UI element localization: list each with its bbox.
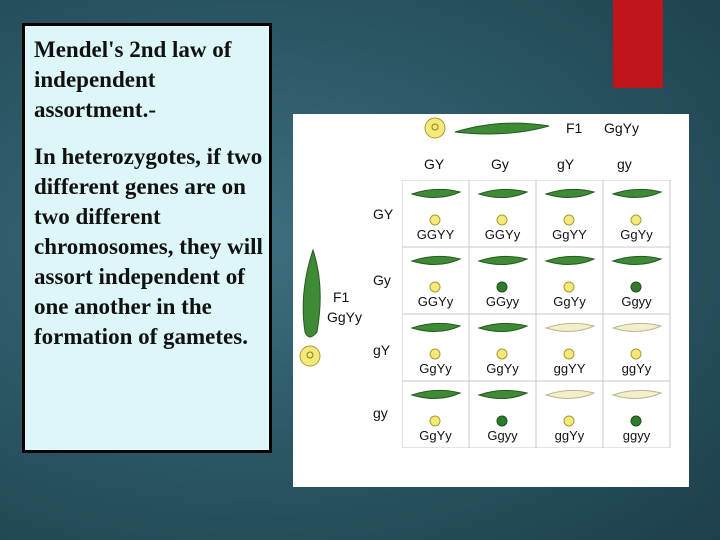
cell-genotype: Ggyy	[487, 428, 518, 443]
pod-shape	[412, 323, 460, 331]
cell-genotype: ggyy	[622, 428, 651, 443]
cell-genotype: GGyy	[485, 294, 520, 309]
cell-genotype: GgYY	[552, 227, 587, 242]
punnett-cell	[402, 180, 469, 247]
seed-illustration	[429, 348, 441, 360]
cell-genotype: GGYy	[484, 227, 521, 242]
pod-illustration	[477, 318, 529, 338]
pod-shape	[412, 390, 460, 398]
pod-illustration	[410, 184, 462, 204]
pod-shape	[613, 256, 661, 264]
pod-illustration	[410, 251, 462, 271]
seed-shape	[564, 416, 574, 426]
left-parent-genotype: GgYy	[327, 309, 363, 325]
punnett-cell	[402, 314, 469, 381]
top-parent-genotype: GgYy	[604, 120, 640, 136]
seed-shape	[430, 416, 440, 426]
seed-illustration	[429, 281, 441, 293]
law-description: In heterozygotes, if two different genes are on two different chromosomes, they will assort independent of one another in the formation of gametes.	[34, 144, 263, 349]
left-parent-pod	[303, 250, 320, 337]
left-parent-illustration	[297, 246, 327, 370]
pod-illustration	[611, 318, 663, 338]
cell-genotype: GgYy	[419, 428, 452, 443]
seed-shape	[631, 416, 641, 426]
pod-shape	[479, 323, 527, 331]
seed-shape	[430, 349, 440, 359]
seed-shape	[631, 215, 641, 225]
seed-illustration	[630, 281, 642, 293]
seed-illustration	[563, 348, 575, 360]
punnett-cell	[469, 381, 536, 448]
pod-shape	[546, 323, 594, 331]
seed-shape	[631, 282, 641, 292]
row-gamete-4: gy	[373, 405, 388, 421]
left-parent-seed	[300, 346, 320, 366]
pod-shape	[479, 256, 527, 264]
punnett-cell	[469, 247, 536, 314]
seed-illustration	[496, 348, 508, 360]
seed-shape	[497, 215, 507, 225]
text-box	[22, 23, 272, 453]
pod-illustration	[410, 318, 462, 338]
cell-genotype: ggYy	[621, 361, 652, 376]
seed-illustration	[496, 281, 508, 293]
seed-shape	[564, 349, 574, 359]
cell-genotype: ggYY	[553, 361, 586, 376]
pod-illustration	[544, 385, 596, 405]
punnett-cell	[603, 247, 670, 314]
pod-illustration	[477, 184, 529, 204]
cell-genotype: Ggyy	[621, 294, 652, 309]
seed-illustration	[563, 415, 575, 427]
seed-shape	[497, 282, 507, 292]
seed-illustration	[630, 348, 642, 360]
pod-illustration	[410, 385, 462, 405]
seed-shape	[430, 215, 440, 225]
punnett-cell	[603, 381, 670, 448]
pod-illustration	[611, 385, 663, 405]
seed-shape	[497, 416, 507, 426]
pod-illustration	[544, 251, 596, 271]
seed-shape	[564, 215, 574, 225]
punnett-cell	[469, 314, 536, 381]
pod-shape	[613, 323, 661, 331]
seed-illustration	[429, 214, 441, 226]
seed-illustration	[563, 214, 575, 226]
row-gamete-1: GY	[373, 206, 394, 222]
punnett-cell	[402, 247, 469, 314]
pod-shape	[412, 256, 460, 264]
pod-shape	[479, 390, 527, 398]
row-gamete-2: Gy	[373, 272, 391, 288]
accent-bar	[613, 0, 663, 88]
column-gamete-1: GY	[424, 156, 445, 172]
cell-genotype: GgYy	[620, 227, 653, 242]
cell-genotype: GgYy	[553, 294, 586, 309]
pod-illustration	[611, 251, 663, 271]
punnett-cell	[536, 180, 603, 247]
law-heading: Mendel's 2nd law of independent assortment.-	[34, 37, 232, 122]
punnett-cell	[536, 381, 603, 448]
pod-shape	[613, 390, 661, 398]
pod-illustration	[477, 385, 529, 405]
pod-illustration	[477, 251, 529, 271]
row-gamete-3: gY	[373, 342, 391, 358]
cell-genotype: GgYy	[486, 361, 519, 376]
cell-genotype: GgYy	[419, 361, 452, 376]
punnett-cell	[603, 314, 670, 381]
pod-shape	[546, 256, 594, 264]
pod-shape	[546, 390, 594, 398]
pod-illustration	[611, 184, 663, 204]
column-gamete-2: Gy	[491, 156, 509, 172]
seed-illustration	[496, 214, 508, 226]
pod-shape	[479, 189, 527, 197]
pod-illustration	[544, 318, 596, 338]
pod-shape	[546, 189, 594, 197]
column-gamete-3: gY	[557, 156, 575, 172]
seed-shape	[631, 349, 641, 359]
punnett-cell	[536, 247, 603, 314]
top-parent-pod	[455, 123, 549, 134]
seed-shape	[564, 282, 574, 292]
pod-illustration	[544, 184, 596, 204]
pod-shape	[412, 189, 460, 197]
seed-illustration	[630, 415, 642, 427]
cell-genotype: ggYy	[554, 428, 585, 443]
top-parent-illustration	[421, 114, 555, 144]
seed-illustration	[630, 214, 642, 226]
seed-illustration	[429, 415, 441, 427]
punnett-cell	[469, 180, 536, 247]
seed-illustration	[563, 281, 575, 293]
seed-illustration	[496, 415, 508, 427]
punnett-cell	[402, 381, 469, 448]
top-parent-label: F1	[566, 120, 583, 136]
seed-shape	[430, 282, 440, 292]
top-parent-seed	[425, 118, 445, 138]
punnett-cell	[536, 314, 603, 381]
cell-genotype: GGYy	[417, 294, 454, 309]
left-parent-label: F1	[333, 289, 350, 305]
pod-shape	[613, 189, 661, 197]
seed-shape	[497, 349, 507, 359]
cell-genotype: GGYY	[416, 227, 455, 242]
punnett-cell	[603, 180, 670, 247]
column-gamete-4: gy	[617, 156, 632, 172]
